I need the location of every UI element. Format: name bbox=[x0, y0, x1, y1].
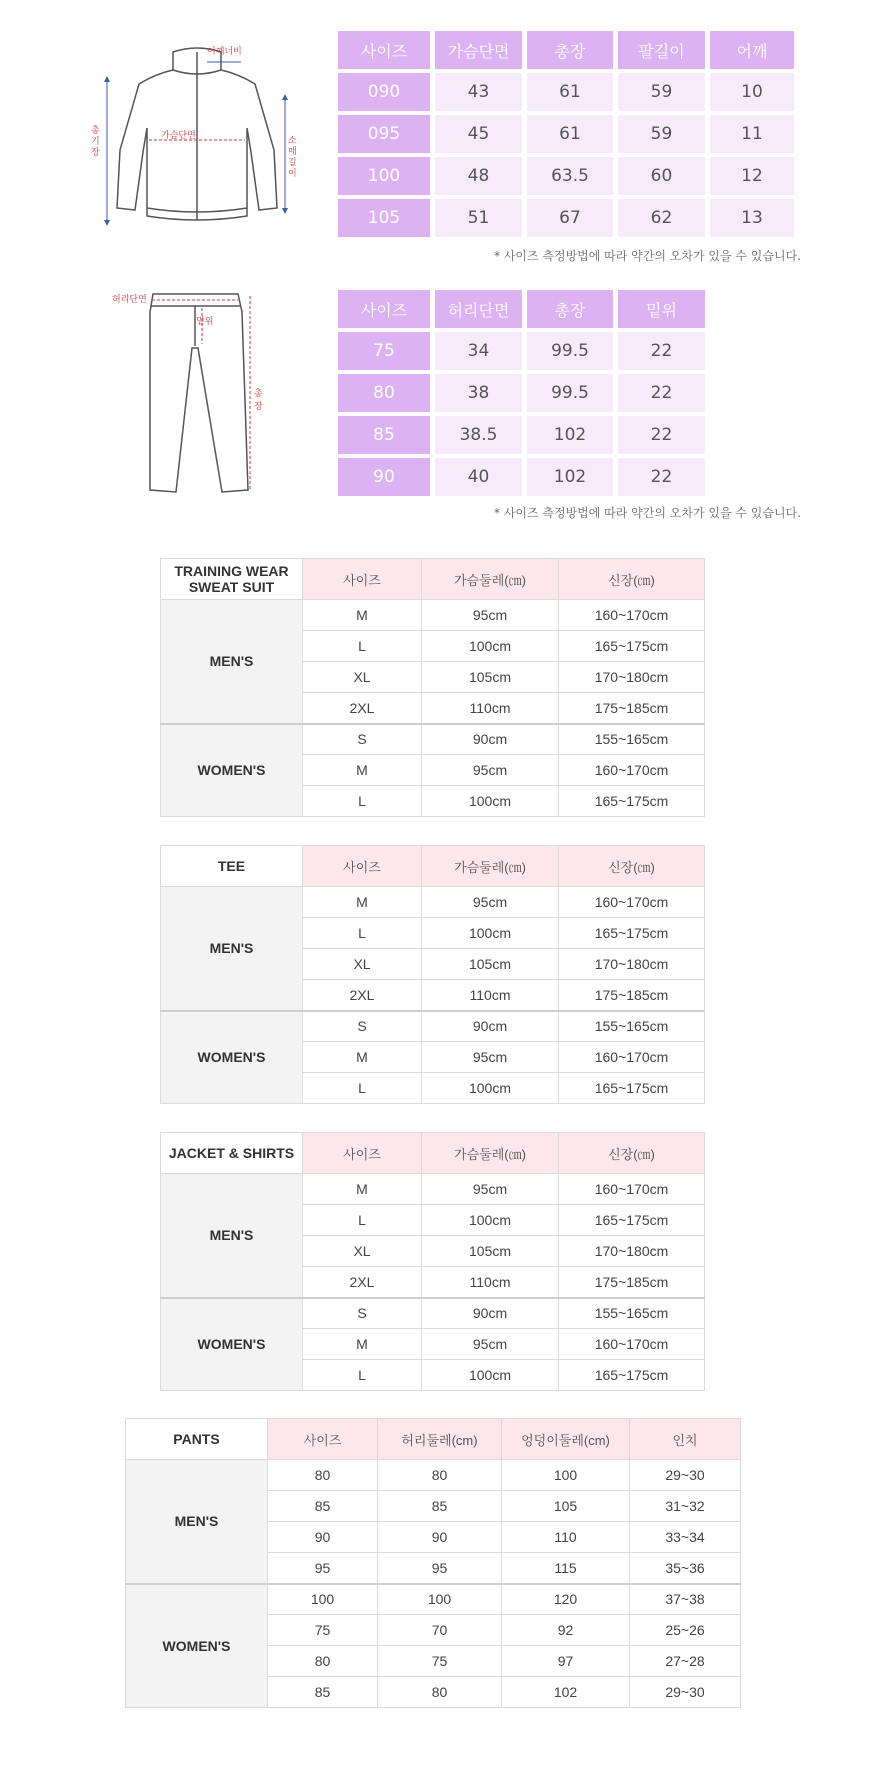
chart-row bbox=[338, 416, 710, 454]
table-header-cell: 사이즈 bbox=[303, 1133, 422, 1174]
chart-header-cell: 총장 bbox=[527, 31, 613, 69]
chart-value-cell: 13 bbox=[710, 199, 794, 237]
table-row bbox=[161, 724, 705, 755]
table-header-cell: 허리둘레(cm) bbox=[378, 1419, 502, 1460]
table-cell: S bbox=[303, 1298, 422, 1329]
waist-label: 허리단면 bbox=[112, 295, 147, 305]
table-cell: 110cm bbox=[422, 693, 559, 724]
table-cell: M bbox=[303, 1042, 422, 1073]
chart-value-cell: 59 bbox=[618, 115, 705, 153]
table-header-cell: 가슴둘레(㎝) bbox=[422, 559, 559, 600]
chart-value-cell: 51 bbox=[435, 199, 522, 237]
table-cell: 75 bbox=[378, 1646, 502, 1677]
chart-size-cell: 80 bbox=[338, 374, 430, 412]
table-cell: 100cm bbox=[422, 1360, 559, 1391]
chart-value-cell: 61 bbox=[527, 73, 613, 111]
chart-size-cell: 100 bbox=[338, 157, 430, 195]
chart-value-cell: 102 bbox=[527, 416, 613, 454]
chart-value-cell: 38.5 bbox=[435, 416, 522, 454]
table-cell: 175~185cm bbox=[559, 980, 705, 1011]
table-cell: L bbox=[303, 918, 422, 949]
rise-label: 밑위 bbox=[196, 317, 214, 327]
chart-value-cell: 10 bbox=[710, 73, 794, 111]
table-header-cell: 사이즈 bbox=[303, 559, 422, 600]
table-cell: 85 bbox=[378, 1491, 502, 1522]
table-cell: M bbox=[303, 600, 422, 631]
table-cell: 110cm bbox=[422, 980, 559, 1011]
table-cell: 165~175cm bbox=[559, 918, 705, 949]
length-label: 총기장 bbox=[91, 126, 100, 158]
chart-header-cell: 총장 bbox=[527, 290, 613, 328]
chest-label: 가슴단면 bbox=[161, 131, 196, 141]
table-cell: 90 bbox=[268, 1522, 378, 1553]
chart-value-cell: 99.5 bbox=[527, 374, 613, 412]
chart-row bbox=[338, 374, 710, 412]
table-cell: XL bbox=[303, 662, 422, 693]
table-cell: 35~36 bbox=[630, 1553, 741, 1584]
table-cell: 100 bbox=[268, 1584, 378, 1615]
table-cell: 160~170cm bbox=[559, 887, 705, 918]
table-cell: 120 bbox=[502, 1584, 630, 1615]
table-cell: 100cm bbox=[422, 786, 559, 817]
table-header-cell: 신장(㎝) bbox=[559, 1133, 705, 1174]
jacket-sketch bbox=[91, 40, 297, 230]
table-cell: 155~165cm bbox=[559, 724, 705, 755]
table-header-cell: 인치 bbox=[630, 1419, 741, 1460]
chart-value-cell: 48 bbox=[435, 157, 522, 195]
table-cell: S bbox=[303, 724, 422, 755]
chart-header-cell: 사이즈 bbox=[338, 290, 430, 328]
size-table bbox=[160, 1132, 705, 1391]
table-cell: L bbox=[303, 1073, 422, 1104]
table-cell: 80 bbox=[378, 1677, 502, 1708]
table-cell: 165~175cm bbox=[559, 1073, 705, 1104]
table-cell: 95 bbox=[378, 1553, 502, 1584]
table-cell: 37~38 bbox=[630, 1584, 741, 1615]
table-cell: 92 bbox=[502, 1615, 630, 1646]
table-header-cell: 신장(㎝) bbox=[559, 846, 705, 887]
table-cell: 29~30 bbox=[630, 1460, 741, 1491]
table-cell: M bbox=[303, 887, 422, 918]
table-cell: 2XL bbox=[303, 693, 422, 724]
chart-value-cell: 67 bbox=[527, 199, 613, 237]
table-header-cell: 가슴둘레(㎝) bbox=[422, 1133, 559, 1174]
chart-row bbox=[338, 458, 710, 496]
table-cell: 100cm bbox=[422, 918, 559, 949]
table-cell: 165~175cm bbox=[559, 786, 705, 817]
table-cell: 165~175cm bbox=[559, 1360, 705, 1391]
pants-outline-icon bbox=[110, 288, 270, 498]
group-label: WOMEN'S bbox=[161, 1011, 303, 1104]
size-table bbox=[125, 1418, 741, 1708]
table-category: TRAINING WEAR SWEAT SUIT bbox=[161, 559, 303, 600]
table-header-cell: 사이즈 bbox=[268, 1419, 378, 1460]
chart-value-cell: 40 bbox=[435, 458, 522, 496]
chart-header-row bbox=[338, 31, 799, 69]
size-table bbox=[160, 558, 705, 817]
chart-size-cell: 105 bbox=[338, 199, 430, 237]
bottom-size-chart bbox=[338, 290, 710, 500]
chart-row bbox=[338, 199, 799, 237]
table-cell: 110cm bbox=[422, 1267, 559, 1298]
table-cell: 100 bbox=[502, 1460, 630, 1491]
table-cell: XL bbox=[303, 1236, 422, 1267]
table-category: JACKET & SHIRTS bbox=[161, 1133, 303, 1174]
table-row bbox=[161, 600, 705, 631]
table-cell: S bbox=[303, 1011, 422, 1042]
chart-header-cell: 허리단면 bbox=[435, 290, 522, 328]
table-cell: 90cm bbox=[422, 1298, 559, 1329]
table-header-cell: 가슴둘레(㎝) bbox=[422, 846, 559, 887]
top-size-chart bbox=[338, 31, 799, 241]
chart-value-cell: 102 bbox=[527, 458, 613, 496]
chart-row bbox=[338, 73, 799, 111]
table-header-cell: 엉덩이둘레(cm) bbox=[502, 1419, 630, 1460]
table-cell: 25~26 bbox=[630, 1615, 741, 1646]
top-chart-note: * 사이즈 측정방법에 따라 약간의 오차가 있을 수 있습니다. bbox=[494, 249, 801, 263]
chart-size-cell: 75 bbox=[338, 332, 430, 370]
chart-header-cell: 밑위 bbox=[618, 290, 705, 328]
chart-row bbox=[338, 157, 799, 195]
table-header-cell: 신장(㎝) bbox=[559, 559, 705, 600]
chart-row bbox=[338, 115, 799, 153]
table-cell: L bbox=[303, 1205, 422, 1236]
bottom-chart-note: * 사이즈 측정방법에 따라 약간의 오차가 있을 수 있습니다. bbox=[494, 506, 801, 520]
table-cell: 110 bbox=[502, 1522, 630, 1553]
table-row bbox=[126, 1584, 741, 1615]
table-cell: 95cm bbox=[422, 1329, 559, 1360]
table-cell: 105 bbox=[502, 1491, 630, 1522]
chart-value-cell: 43 bbox=[435, 73, 522, 111]
table-cell: 85 bbox=[268, 1491, 378, 1522]
table-cell: M bbox=[303, 755, 422, 786]
table-cell: 102 bbox=[502, 1677, 630, 1708]
table-cell: 160~170cm bbox=[559, 1174, 705, 1205]
table-cell: 90 bbox=[378, 1522, 502, 1553]
table-cell: 160~170cm bbox=[559, 1329, 705, 1360]
chart-header-cell: 가슴단면 bbox=[435, 31, 522, 69]
group-label: MEN'S bbox=[161, 887, 303, 1011]
chart-value-cell: 45 bbox=[435, 115, 522, 153]
table-cell: 100cm bbox=[422, 1073, 559, 1104]
chart-value-cell: 38 bbox=[435, 374, 522, 412]
table-cell: 80 bbox=[268, 1646, 378, 1677]
table-row bbox=[161, 1174, 705, 1205]
table-cell: 90cm bbox=[422, 724, 559, 755]
table-cell: 105cm bbox=[422, 949, 559, 980]
chart-value-cell: 61 bbox=[527, 115, 613, 153]
table-row bbox=[126, 1460, 741, 1491]
chart-header-cell: 팔길이 bbox=[618, 31, 705, 69]
shoulder-label: 어깨너비 bbox=[207, 47, 242, 57]
table-cell: 29~30 bbox=[630, 1677, 741, 1708]
pants-sketch bbox=[110, 288, 270, 498]
table-cell: 85 bbox=[268, 1677, 378, 1708]
table-cell: 165~175cm bbox=[559, 1205, 705, 1236]
group-label: WOMEN'S bbox=[161, 1298, 303, 1391]
table-cell: 100cm bbox=[422, 1205, 559, 1236]
table-cell: L bbox=[303, 786, 422, 817]
table-cell: 2XL bbox=[303, 1267, 422, 1298]
table-cell: 80 bbox=[268, 1460, 378, 1491]
table-cell: 27~28 bbox=[630, 1646, 741, 1677]
chart-value-cell: 59 bbox=[618, 73, 705, 111]
table-cell: 95cm bbox=[422, 755, 559, 786]
group-label: WOMEN'S bbox=[161, 724, 303, 817]
table-cell: 2XL bbox=[303, 980, 422, 1011]
table-cell: 170~180cm bbox=[559, 949, 705, 980]
table-cell: 95cm bbox=[422, 887, 559, 918]
chart-value-cell: 12 bbox=[710, 157, 794, 195]
chart-value-cell: 60 bbox=[618, 157, 705, 195]
chart-row bbox=[338, 332, 710, 370]
chart-size-cell: 90 bbox=[338, 458, 430, 496]
table-cell: 80 bbox=[378, 1460, 502, 1491]
chart-value-cell: 63.5 bbox=[527, 157, 613, 195]
sleeve-label: 소매길이 bbox=[288, 136, 297, 179]
group-label: WOMEN'S bbox=[126, 1584, 268, 1708]
table-cell: 105cm bbox=[422, 662, 559, 693]
table-cell: 100 bbox=[378, 1584, 502, 1615]
table-category: TEE bbox=[161, 846, 303, 887]
table-cell: 165~175cm bbox=[559, 631, 705, 662]
table-cell: 175~185cm bbox=[559, 1267, 705, 1298]
chart-value-cell: 22 bbox=[618, 332, 705, 370]
table-cell: M bbox=[303, 1329, 422, 1360]
chart-value-cell: 22 bbox=[618, 458, 705, 496]
group-label: MEN'S bbox=[161, 1174, 303, 1298]
chart-header-cell: 사이즈 bbox=[338, 31, 430, 69]
table-cell: 105cm bbox=[422, 1236, 559, 1267]
table-cell: 170~180cm bbox=[559, 662, 705, 693]
chart-value-cell: 62 bbox=[618, 199, 705, 237]
table-cell: 155~165cm bbox=[559, 1298, 705, 1329]
table-cell: 75 bbox=[268, 1615, 378, 1646]
table-cell: 95cm bbox=[422, 1174, 559, 1205]
table-category: PANTS bbox=[126, 1419, 268, 1460]
table-cell: 95cm bbox=[422, 600, 559, 631]
size-table bbox=[160, 845, 705, 1104]
chart-size-cell: 090 bbox=[338, 73, 430, 111]
table-cell: XL bbox=[303, 949, 422, 980]
chart-value-cell: 99.5 bbox=[527, 332, 613, 370]
table-cell: 160~170cm bbox=[559, 755, 705, 786]
table-row bbox=[161, 1011, 705, 1042]
table-cell: 115 bbox=[502, 1553, 630, 1584]
table-cell: 100cm bbox=[422, 631, 559, 662]
table-cell: 70 bbox=[378, 1615, 502, 1646]
chart-size-cell: 095 bbox=[338, 115, 430, 153]
table-header-cell: 사이즈 bbox=[303, 846, 422, 887]
chart-value-cell: 22 bbox=[618, 374, 705, 412]
chart-header-cell: 어깨 bbox=[710, 31, 794, 69]
chart-size-cell: 85 bbox=[338, 416, 430, 454]
table-cell: 160~170cm bbox=[559, 600, 705, 631]
table-row bbox=[161, 1298, 705, 1329]
chart-value-cell: 22 bbox=[618, 416, 705, 454]
table-cell: 170~180cm bbox=[559, 1236, 705, 1267]
table-cell: L bbox=[303, 631, 422, 662]
table-cell: 33~34 bbox=[630, 1522, 741, 1553]
chart-value-cell: 11 bbox=[710, 115, 794, 153]
table-cell: 90cm bbox=[422, 1011, 559, 1042]
table-cell: 95cm bbox=[422, 1042, 559, 1073]
table-cell: 97 bbox=[502, 1646, 630, 1677]
table-cell: 155~165cm bbox=[559, 1011, 705, 1042]
table-cell: 95 bbox=[268, 1553, 378, 1584]
table-cell: L bbox=[303, 1360, 422, 1391]
group-label: MEN'S bbox=[161, 600, 303, 724]
pants-length-label: 총장 bbox=[254, 389, 263, 412]
table-cell: M bbox=[303, 1174, 422, 1205]
table-cell: 160~170cm bbox=[559, 1042, 705, 1073]
chart-header-row bbox=[338, 290, 710, 328]
table-cell: 175~185cm bbox=[559, 693, 705, 724]
group-label: MEN'S bbox=[126, 1460, 268, 1584]
table-row bbox=[161, 887, 705, 918]
chart-value-cell: 34 bbox=[435, 332, 522, 370]
table-cell: 31~32 bbox=[630, 1491, 741, 1522]
